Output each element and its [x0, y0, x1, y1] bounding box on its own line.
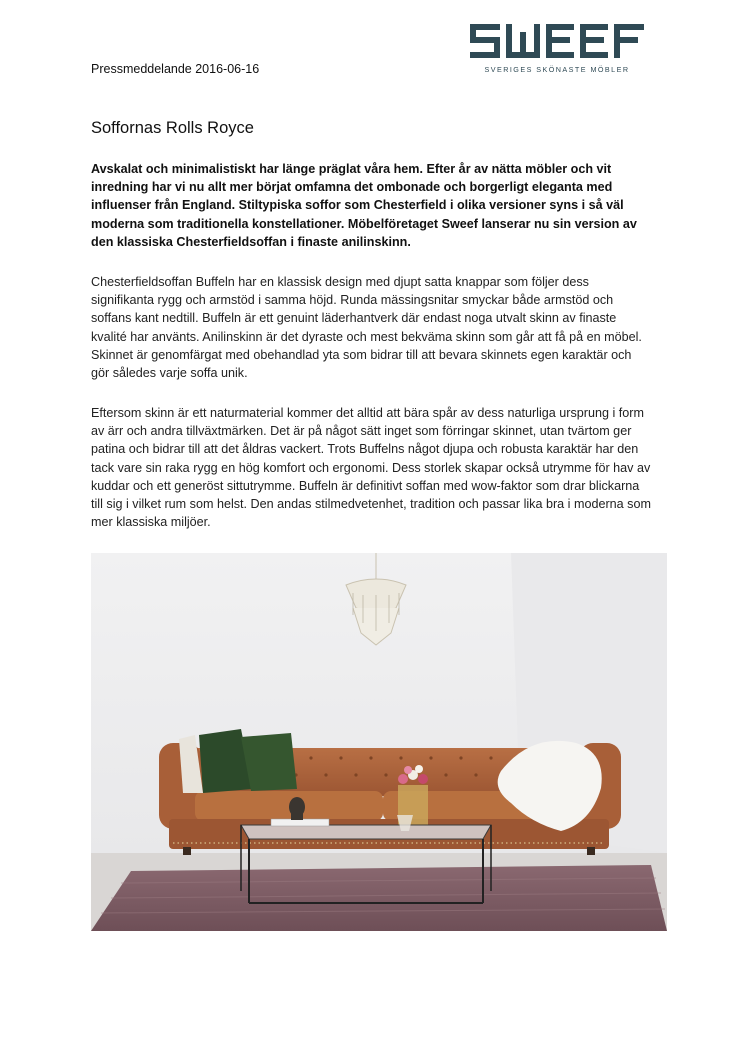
sweef-logo	[468, 22, 646, 78]
press-release-date: Pressmeddelande 2016-06-16	[91, 62, 260, 76]
rug	[91, 865, 667, 931]
article-title: Soffornas Rolls Royce	[91, 119, 254, 137]
body-paragraph-2: Eftersom skinn är ett naturmaterial kommer det alltid att bära spår av dess naturliga ursprung i form av ärr och andra tillväxtmärken. Det är på något sätt inget som förringar skinnet, utan tvärtom ger patina och bidrar till att det åldras vackert. Trots Buffelns något djupa och robusta karaktär har den tack vare sin raka rygg en hög komfort och ergonomi. Dess storlek skapar också utrymme för hav av kuddar och ett generöst sittutrymme. Buffeln är definitivt soffan med wow-faktor som drar blickarna till sig i vilket rum som helst. Den andas stilmedvetenhet, tradition och passar lika bra i moderna som mer klassiska miljöer.	[91, 406, 651, 530]
green-cushion	[241, 733, 297, 791]
logo-tagline: SVERIGES SKÖNASTE MÖBLER	[484, 65, 630, 74]
sofa-photo	[91, 553, 667, 931]
sweef-logo-mark	[468, 22, 646, 60]
lead-paragraph: Avskalat och minimalistiskt har länge präglat våra hem. Efter år av nätta möbler och vit inredning har vi nu allt mer börjat omfamna det ombonade och borgerligt eleganta med influenser från England. Stiltypiska soffor som Chesterfield i olika versioner syns i så väl moderna som traditionella konstellationer. Möbelföretaget Sweef lanserar nu sin version av den klassiska Chesterfieldsoffan i finaste anilinskinn.	[91, 162, 637, 249]
body-paragraph-1: Chesterfieldsoffan Buffeln har en klassisk design med djupt satta knappar som följer dess signifikanta rygg och armstöd i samma höjd. Runda mässingsnitar smyckar både armstöd och soffans kant nedtill. Buffeln är ett genuint läderhantverk där endast noga utvalt skinn av finaste kvalité har använts. Anilinskinn är det dyraste och mest bekväma skinn som går att få på en möbel. Skinnet är genomfärgat med obehandlad yta som bidrar till att bevara skinnets egen karaktär och gör således varje soffa unik.	[91, 275, 642, 381]
